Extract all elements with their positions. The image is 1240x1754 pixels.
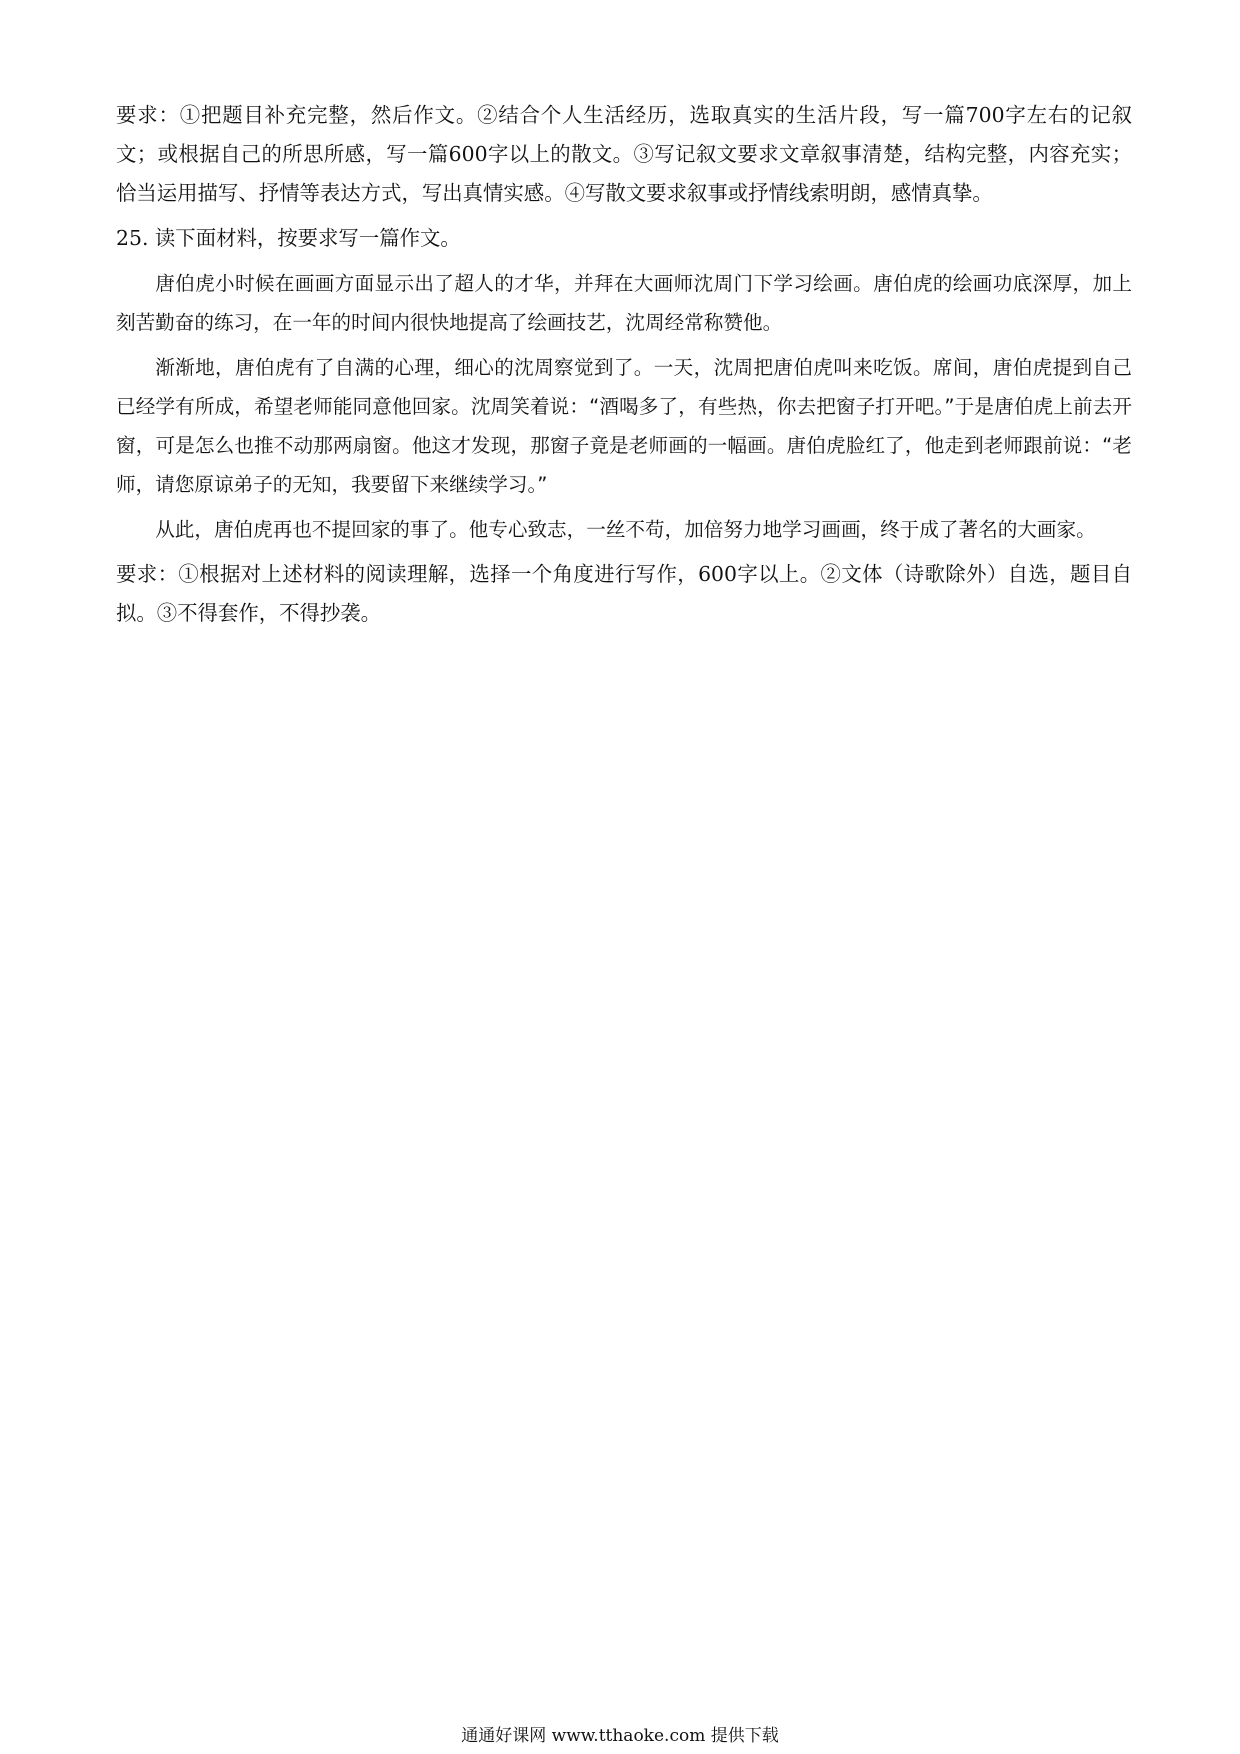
page-footer: 通通好课网 www.tthaoke.com 提供下载 [461,1726,779,1746]
requirement-paragraph-2: 要求：①根据对上述材料的阅读理解，选择一个角度进行写作，600字以上。②文体（诗歌除外）自选，题目自拟。③不得套作，不得抄袭。 [116,562,1132,625]
document-body [116,96,1132,633]
material-paragraph-2: 渐渐地，唐伯虎有了自满的心理，细心的沈周察觉到了。一天，沈周把唐伯虎叫来吃饭。席间，唐伯虎提到自己已经学有所成，希望老师能同意他回家。沈周笑着说：“酒喝多了，有些热，你去把窗子打开吧。”于是唐伯虎上前去开窗，可是怎么也推不动那两扇窗。他这才发现，那窗子竟是老师画的一幅画。唐伯虎脸红了，他走到老师跟前说：“老师，请您原谅弟子的无知，我要留下来继续学习。” [116,356,1132,496]
material-paragraph-3: 从此，唐伯虎再也不提回家的事了。他专心致志，一丝不苟，加倍努力地学习画画，终于成了著名的大画家。 [155,518,1096,541]
material-paragraph-1: 唐伯虎小时候在画画方面显示出了超人的才华，并拜在大画师沈周门下学习绘画。唐伯虎的绘画功底深厚，加上刻苦勤奋的练习，在一年的时间内很快地提高了绘画技艺，沈周经常称赞他。 [116,272,1132,334]
question-25-prompt: 25. 读下面材料，按要求写一篇作文。 [116,226,461,250]
requirement-paragraph-1: 要求：①把题目补充完整，然后作文。②结合个人生活经历，选取真实的生活片段，写一篇700字左右的记叙文；或根据自己的所思所感，写一篇600字以上的散文。③写记叙文要求文章叙事清楚，结构完整，内容充实；恰当运用描写、抒情等表达方式，写出真情实感。④写散文要求叙事或抒情线索明朗，感情真挚。 [116,103,1132,205]
